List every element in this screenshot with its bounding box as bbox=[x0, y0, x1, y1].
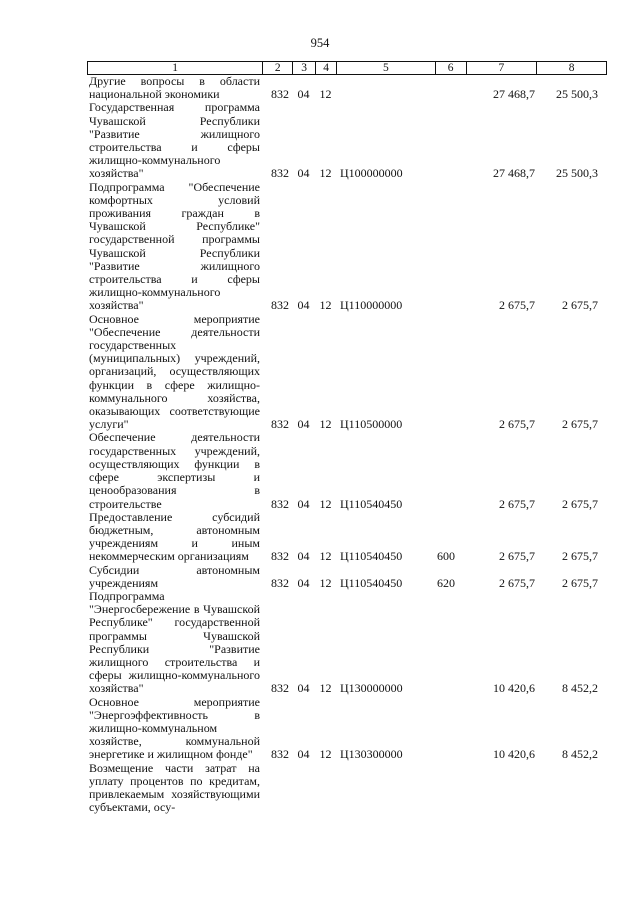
grbs-code: 832 bbox=[271, 747, 289, 762]
target-article-code: Ц110000000 bbox=[340, 298, 403, 313]
target-article-code: Ц110540450 bbox=[340, 549, 403, 564]
subsection-code: 12 bbox=[319, 681, 332, 696]
expense-type-code: 600 bbox=[437, 549, 455, 564]
row-name: Основное мероприятие "Обеспечение деятельности государственных (муниципальных) учреждений, организаций, осуществляющих функции в сфере жилищно-коммунального хозяйства, оказывающих соответствующие услуги" bbox=[89, 311, 260, 432]
row-name: Другие вопросы в области национальной экономики bbox=[89, 74, 260, 102]
table-row bbox=[87, 101, 607, 180]
amount-year-1: 10 420,6 bbox=[493, 747, 535, 762]
amount-year-1: 27 468,7 bbox=[493, 87, 535, 102]
grbs-code: 832 bbox=[271, 549, 289, 564]
amount-year-1: 2 675,7 bbox=[499, 417, 535, 432]
subsection-code: 12 bbox=[319, 575, 332, 590]
amount-year-2: 8 452,2 bbox=[562, 681, 598, 696]
grbs-code: 832 bbox=[271, 298, 289, 313]
amount-year-2: 8 452,2 bbox=[562, 747, 598, 762]
section-code: 04 bbox=[297, 417, 310, 432]
grbs-code: 832 bbox=[271, 681, 289, 696]
amount-year-1: 2 675,7 bbox=[499, 549, 535, 564]
amount-year-2: 2 675,7 bbox=[562, 417, 598, 432]
amount-year-1: 2 675,7 bbox=[499, 575, 535, 590]
section-code: 04 bbox=[297, 298, 310, 313]
row-name: Подпрограмма "Обеспечение комфортных условий проживания граждан в Чувашской Республике" государственной программы Чувашской Республики "Развитие жилищного строительства и сферы жилищно-коммунального хозяйства" bbox=[89, 179, 260, 313]
subsection-code: 12 bbox=[319, 747, 332, 762]
subsection-code: 12 bbox=[319, 417, 332, 432]
table-row bbox=[87, 762, 607, 815]
header-col-3: 3 bbox=[292, 62, 315, 74]
amount-year-1: 2 675,7 bbox=[499, 496, 535, 511]
table-row bbox=[87, 75, 607, 101]
row-name: Предоставление субсидий бюджетным, автономным учреждениям и иным некоммерческим организациям bbox=[89, 509, 260, 564]
table-row bbox=[87, 696, 607, 762]
amount-year-1: 2 675,7 bbox=[499, 298, 535, 313]
header-col-4: 4 bbox=[315, 62, 336, 74]
row-name: Государственная программа Чувашской Республики "Развитие жилищного строительства и сферы жилищно-коммунального хозяйства" bbox=[89, 100, 260, 181]
amount-year-2: 25 500,3 bbox=[556, 166, 598, 181]
subsection-code: 12 bbox=[319, 87, 332, 102]
table-row bbox=[87, 590, 607, 696]
grbs-code: 832 bbox=[271, 575, 289, 590]
expense-type-code: 620 bbox=[437, 575, 455, 590]
section-code: 04 bbox=[297, 549, 310, 564]
table-row bbox=[87, 313, 607, 432]
amount-year-1: 27 468,7 bbox=[493, 166, 535, 181]
section-code: 04 bbox=[297, 747, 310, 762]
header-col-2: 2 bbox=[262, 62, 292, 74]
target-article-code: Ц100000000 bbox=[340, 166, 403, 181]
table-row bbox=[87, 564, 607, 590]
subsection-code: 12 bbox=[319, 166, 332, 181]
section-code: 04 bbox=[297, 87, 310, 102]
row-name: Возмещение части затрат на уплату процентов по кредитам, привлекаемым хозяйствующими субъектами, осу- bbox=[89, 760, 260, 815]
budget-table bbox=[87, 61, 607, 814]
row-name: Подпрограмма "Энергосбережение в Чувашской Республике" государственной программы Чувашской Республики "Развитие жилищного строительства и сферы жилищно-коммунального хозяйства" bbox=[89, 588, 260, 696]
section-code: 04 bbox=[297, 681, 310, 696]
subsection-code: 12 bbox=[319, 549, 332, 564]
table-row bbox=[87, 431, 607, 510]
amount-year-2: 2 675,7 bbox=[562, 298, 598, 313]
amount-year-2: 25 500,3 bbox=[556, 87, 598, 102]
amount-year-1: 10 420,6 bbox=[493, 681, 535, 696]
grbs-code: 832 bbox=[271, 496, 289, 511]
row-name: Обеспечение деятельности государственных учреждений, осуществляющих функции в сфере экспертизы и ценообразования в строительстве bbox=[89, 430, 260, 511]
subsection-code: 12 bbox=[319, 298, 332, 313]
section-code: 04 bbox=[297, 496, 310, 511]
grbs-code: 832 bbox=[271, 166, 289, 181]
target-article-code: Ц130000000 bbox=[340, 681, 403, 696]
amount-year-2: 2 675,7 bbox=[562, 496, 598, 511]
header-col-8: 8 bbox=[536, 62, 606, 74]
table-header bbox=[87, 61, 607, 75]
target-article-code: Ц110540450 bbox=[340, 575, 403, 590]
grbs-code: 832 bbox=[271, 417, 289, 432]
page-number: 954 bbox=[310, 36, 330, 50]
section-code: 04 bbox=[297, 575, 310, 590]
row-name: Субсидии автономным учреждениям bbox=[89, 562, 260, 590]
grbs-code: 832 bbox=[271, 87, 289, 102]
header-col-1: 1 bbox=[172, 62, 179, 74]
header-col-5: 5 bbox=[336, 62, 435, 74]
table-row bbox=[87, 181, 607, 313]
table-body bbox=[87, 75, 607, 814]
amount-year-2: 2 675,7 bbox=[562, 549, 598, 564]
header-col-7: 7 bbox=[466, 62, 537, 74]
row-name: Основное мероприятие "Энергоэффективность в жилищно-коммунальном хозяйстве, коммунальной энергетике и жилищном фонде" bbox=[89, 694, 260, 762]
section-code: 04 bbox=[297, 166, 310, 181]
amount-year-2: 2 675,7 bbox=[562, 575, 598, 590]
table-row bbox=[87, 511, 607, 564]
target-article-code: Ц130300000 bbox=[340, 747, 403, 762]
header-col-6: 6 bbox=[435, 62, 466, 74]
subsection-code: 12 bbox=[319, 496, 332, 511]
target-article-code: Ц110540450 bbox=[340, 496, 403, 511]
target-article-code: Ц110500000 bbox=[340, 417, 403, 432]
